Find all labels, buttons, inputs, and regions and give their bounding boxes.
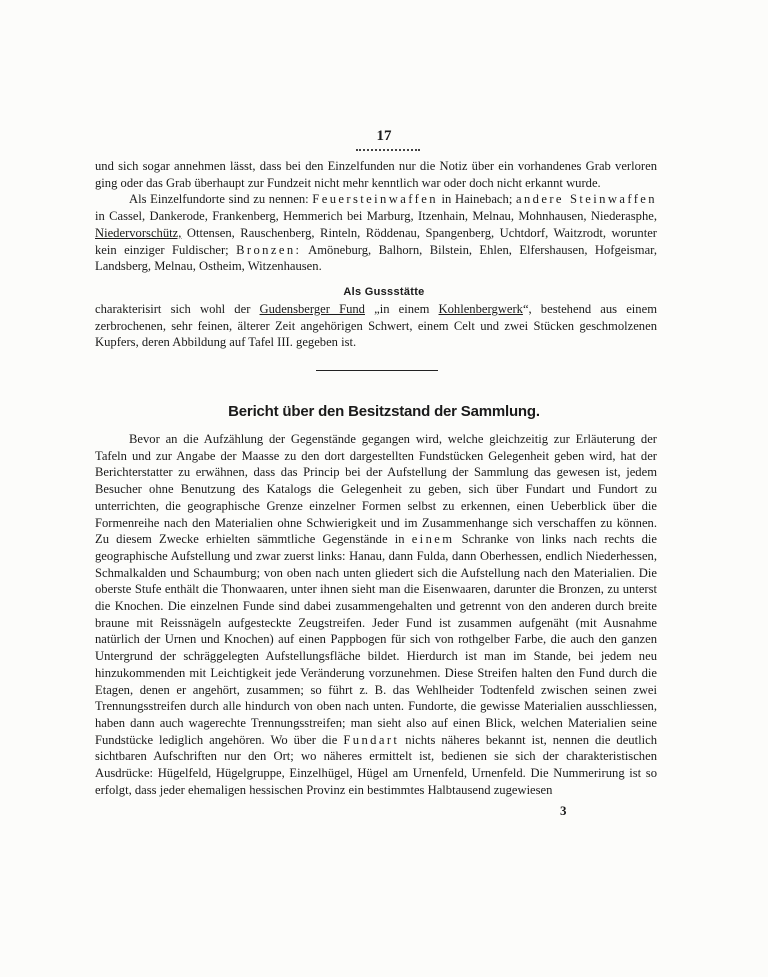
spaced-term: andere Steinwaffen	[515, 192, 657, 207]
text-span: Schranke von links nach rechts die geographische Aufstellung und zwar zuerst links: Hanau, dann Fulda, dann Oberhessen, endlich Niederhessen, Schmalkalden und Schaumburg; von oben nach unten gliedert sich die Aufstellung nach den Materialien. Die oberste Stufe enthält die Thonwaaren, unter ihnen sieht man die Eisenwaaren, darunter die Bronzen, zu unterst die Knochen. Die einzelnen Funde sind dabei zusammengehalten und getrennt von den anderen durch breite braune mit Reissnägeln aufgesteckte Zeugstreifen. Jeder Fund ist zusammen aufgenäht (mit Ausnahme natürlich der Urnen und Knochen) auf einen Pappbogen für sich von rothgelber Farbe, die auch den ganzen Untergrund der schräggelegten Aufstellungsfläche bildet. Hierdurch ist man im Stande, bei jedem neu hinzukommenden mit Leichtigkeit jede Veränderung vorzunehmen. Diese Streifen halten den Fund durch die Etagen, denen er angehört, zusammen; so führt z. B. das Wehlheider Todtenfeld zwischen seinen zwei Trennungsstreifen durch alle hindurch von oben nach unten. Fundorte, die gewisse Materialien ausschliessen, haben dann auch wagerechte Trennungsstreifen; man sieht also auf einen Blick, welchen Materialien seine Fundstücke lediglich angehören. Wo über die	[95, 532, 657, 747]
paragraph-foundry	[95, 301, 657, 351]
spaced-term: Fundart	[343, 732, 400, 747]
section-divider	[316, 370, 438, 371]
text-span: in Cassel, Dankerode, Frankenberg, Hemmerich bei Marburg, Itzenhain, Melnau, Mohnhausen, Niederasphe,	[95, 209, 657, 224]
text-span: „in einem	[364, 302, 439, 316]
signature-mark: 3	[560, 803, 567, 818]
spaced-term: einem	[411, 532, 455, 547]
paragraph-collection-report	[95, 431, 657, 798]
text-span: Amöneburg, Balhorn, Bilstein, Ehlen, Elfershausen, Hofgeismar, Landsberg, Melnau, Ostheim, Witzenhausen.	[95, 242, 657, 274]
page-number: 17	[376, 128, 392, 144]
underlined-place: Niedervorschütz,	[95, 225, 182, 240]
section-heading: Bericht über den Besitzstand der Sammlung.	[228, 403, 540, 420]
paragraph-single-finds	[95, 191, 657, 275]
paragraph-grave-notice: und sich sogar annehmen lässt, dass bei den Einzelfunden nur die Notiz über ein vorhandenes Grab verloren ging oder das Grab überhaupt zur Fundzeit nicht mehr kenntlich war oder doch nicht erkannt wurde.	[95, 159, 657, 190]
text-span: “, bestehend aus einem zerbrochenen, sehr feinen, älterer Zeit angehörigen Schwert, einem Celt und zwei Stücken geschmolzenen Kupfers, deren Abbildung auf Tafel III. gegeben ist.	[95, 302, 657, 350]
text-span: Ottensen, Rauschenberg, Rinteln, Röddenau, Spangenberg, Uchtdorf, Waitzrodt, worunter kein einziger Fuldischer;	[95, 225, 657, 257]
subheading: Als Gussstätte	[343, 286, 425, 298]
text-span: in Hainebach;	[437, 192, 516, 207]
text-span: charakterisirt sich wohl der	[95, 302, 260, 316]
text-span: nichts näheres bekannt ist, nennen die deutlich sichtbaren Aufschriften nur den Ort; wo näheres ermittelt ist, bedienen sie sich der charakteristischen Ausdrücke: Hügelfeld, Hügelgruppe, Einzelhügel, Hügel am Urnenfeld, Urnenfeld. Die Nummerirung ist so erfolgt, dass jeder ehemaligen hessischen Provinz ein bestimmtes Halbtausend zugewiesen	[95, 732, 657, 797]
text-span: Als Einzelfundorte sind zu nennen:	[129, 192, 313, 207]
text-span: Bevor an die Aufzählung der Gegenstände gegangen wird, welche gleichzeitig zur Erläuterung der Tafeln und zur Angabe der Maasse zu den dort dargestellten Fundstücken Gelegenheit geben wird, hat der Berichterstatter zu erwähnen, dass das Princip bei der Aufstellung der Sammlung das gewesen ist, jedem Besucher ohne Benutzung des Katalogs die Gelegenheit zu geben, sich über Fundart und Fundort zu unterrichten, die geographische Grenze einzelner Formen selbst zu erkennen, einen Ueberblick über die Formenreihe nach den Materialien ohne Schwierigkeit und im Zusammenhange sich verschaffen zu können. Zu diesem Zwecke erhielten sämmtliche Gegenstände in	[95, 432, 657, 547]
spaced-term: Bronzen:	[236, 242, 302, 257]
text-block-report	[95, 431, 657, 798]
page-number-ornament	[356, 145, 420, 151]
underlined-term: Kohlenbergwerk	[438, 302, 523, 316]
underlined-term: Gudensberger Fund	[259, 302, 365, 316]
text-block-foundry	[95, 301, 657, 351]
spaced-term: Feuersteinwaffen	[312, 192, 438, 207]
text-block-top	[95, 158, 657, 275]
